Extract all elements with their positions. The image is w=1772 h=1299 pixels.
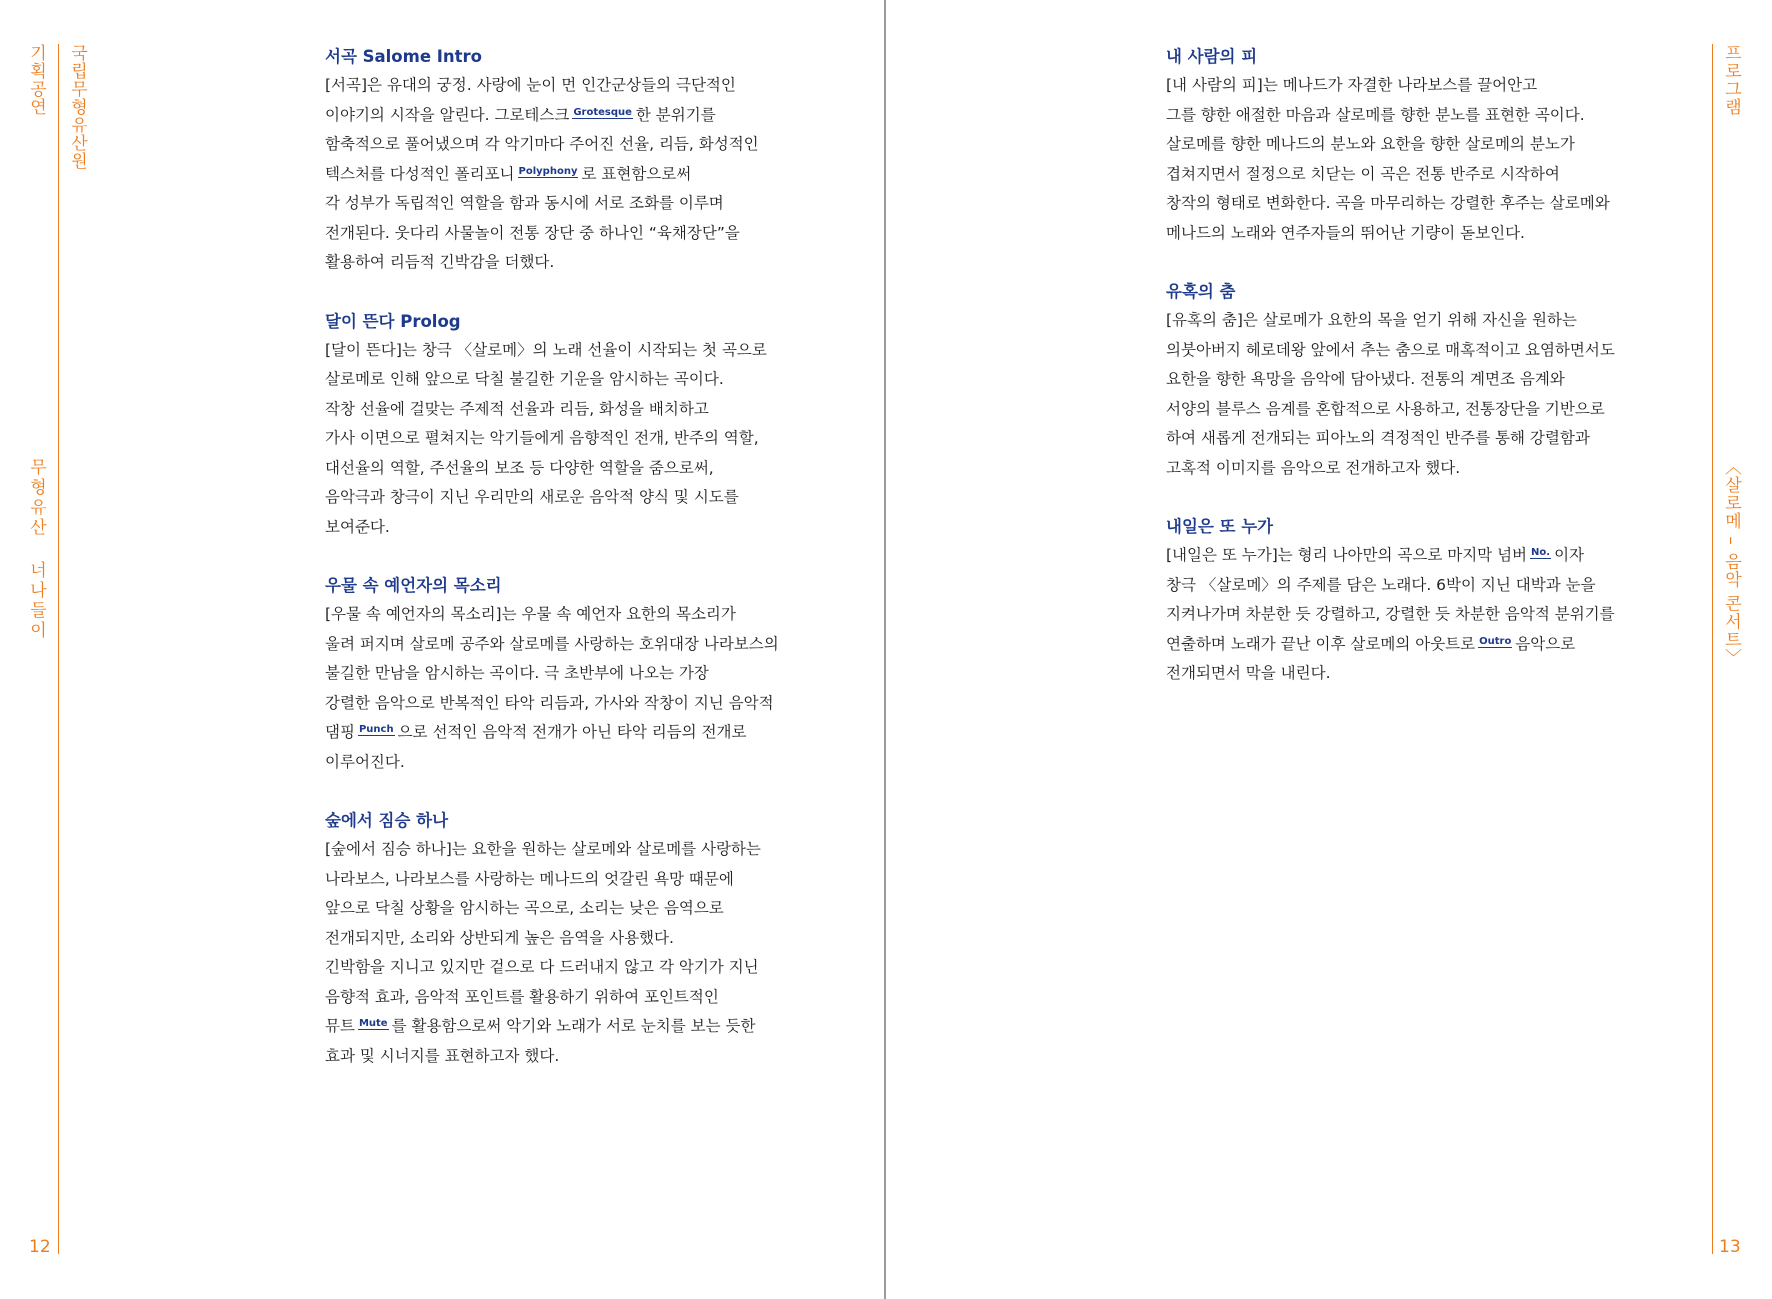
- body-text-line: [325, 983, 845, 1013]
- program-section: [325, 42, 845, 278]
- body-text-line: [325, 894, 845, 924]
- left-text-column: [325, 42, 845, 1100]
- body-text-line: [325, 248, 845, 278]
- text-run: [우물 속 예언자의 목소리]는 우물 속 예언자 요한의 목소리가: [325, 605, 736, 623]
- program-section: [325, 571, 845, 777]
- left-page: [0, 0, 885, 1299]
- text-run: 나라보스, 나라보스를 사랑하는 메나드의 엇갈린 욕망 때문에: [325, 869, 734, 888]
- text-run: 창작의 형태로 변화한다. 곡을 마무리하는 강렬한 후주는 살로메와: [1166, 194, 1610, 212]
- body-text-line: [325, 101, 845, 131]
- section-title: 내일은 또 누가: [1166, 517, 1274, 536]
- text-run: 서양의 블루스 음계를 혼합적으로 사용하고, 전통장단을 기반으로: [1166, 399, 1605, 418]
- text-run: [서곡]은 유대의 궁정. 사랑에 눈이 먼 인간군상들의 극단적인: [325, 76, 736, 94]
- page-number-left: 12: [29, 1237, 51, 1257]
- body-text-line: [325, 1042, 845, 1072]
- side-label-program: 프로그램: [1721, 44, 1741, 116]
- body-text-line: [1166, 541, 1686, 571]
- body-text-line: [1166, 600, 1686, 630]
- body-text-line: [325, 689, 845, 719]
- section-title: 유혹의 춤: [1166, 282, 1236, 301]
- text-run: 전개된다. 웃다리 사물놀이 전통 장단 중 하나인 “육채장단”을: [325, 223, 740, 242]
- body-text-line: [325, 336, 845, 366]
- body-text-line: [325, 160, 845, 190]
- text-run: 불길한 만남을 암시하는 곡이다. 극 초반부에 나오는 가장: [325, 664, 709, 682]
- text-run: 음향적 효과, 음악적 포인트를 활용하기 위하여 포인트적인: [325, 987, 719, 1006]
- text-run: 전개되면서 막을 내린다.: [1166, 664, 1331, 682]
- right-page: [886, 0, 1772, 1299]
- text-run: 창극 〈살로메〉의 주제를 담은 노래다. 6박이 지닌 대박과 눈을: [1166, 575, 1596, 594]
- text-run: 음악으로: [1515, 634, 1576, 653]
- term-annotation: Polyphony: [518, 165, 578, 177]
- program-section: [1166, 512, 1686, 689]
- text-run: 지켜나가며 차분한 듯 강렬하고, 강렬한 듯 차분한 음악적 분위기를: [1166, 605, 1615, 623]
- program-section: [325, 307, 845, 543]
- section-title: 숲에서 짐승 하나: [325, 811, 449, 830]
- text-run: 이루어진다.: [325, 752, 405, 771]
- body-text-line: [1166, 454, 1686, 484]
- body-text-line: [1166, 189, 1686, 219]
- side-label-institution: 국립무형유산원: [67, 44, 87, 170]
- body-text-line: [325, 865, 845, 895]
- body-text-line: [1166, 306, 1686, 336]
- text-run: [유혹의 춤]은 살로메가 요한의 목을 얻기 위해 자신을 원하는: [1166, 311, 1577, 329]
- term-annotation: Mute: [358, 1018, 388, 1029]
- text-run: 으로 선적인 음악적 전개가 아닌 타악 리듬의 전개로: [397, 723, 747, 741]
- body-text-line: [325, 659, 845, 689]
- text-run: 함축적으로 풀어냈으며 각 악기마다 주어진 선율, 리듬, 화성적인: [325, 135, 759, 153]
- body-text-line: [1166, 336, 1686, 366]
- section-title: 우물 속 예언자의 목소리: [325, 576, 502, 595]
- side-label-concert-title: 〈살로메 – 음악 콘서트〉: [1721, 458, 1741, 667]
- body-text-line: [325, 365, 845, 395]
- section-title: 달이 뜬다 Prolog: [325, 311, 461, 331]
- right-margin-rule: [1712, 44, 1713, 1254]
- text-run: 를 활용함으로써 악기와 노래가 서로 눈치를 보는 듯한: [391, 1017, 756, 1035]
- term-annotation: Punch: [358, 724, 394, 735]
- body-text-line: [1166, 571, 1686, 601]
- body-text-line: [325, 630, 845, 660]
- side-label-planned-performance: 기획공연: [26, 44, 46, 116]
- body-text-line: [1166, 395, 1686, 425]
- body-text-line: [1166, 365, 1686, 395]
- text-run: 앞으로 닥칠 상황을 암시하는 곡으로, 소리는 낮은 음역으로: [325, 899, 724, 917]
- text-run: 그를 향한 애절한 마음과 살로메를 향한 분노를 표현한 곡이다.: [1166, 105, 1585, 124]
- body-text-line: [325, 454, 845, 484]
- text-run: 이자: [1554, 546, 1585, 564]
- section-title: 내 사람의 피: [1166, 47, 1258, 66]
- text-run: 각 성부가 독립적인 역할을 함과 동시에 서로 조화를 이루며: [325, 194, 724, 212]
- text-run: 로 표현함으로써: [581, 164, 692, 183]
- text-run: [내일은 또 누가]는 형리 나아만의 곡으로 마지막 넘버: [1166, 546, 1528, 564]
- body-text-line: [325, 1012, 845, 1042]
- body-text-line: [1166, 101, 1686, 131]
- body-text-line: [325, 219, 845, 249]
- body-text-line: [325, 483, 845, 513]
- left-margin-rule: [58, 44, 59, 1254]
- right-text-column: [1166, 42, 1686, 718]
- text-run: 활용하여 리듬적 긴박감을 더했다.: [325, 253, 555, 271]
- program-section: [1166, 277, 1686, 483]
- text-run: 요한을 향한 욕망을 음악에 담아냈다. 전통의 계면조 음계와: [1166, 370, 1565, 388]
- term-annotation: Grotesque: [573, 106, 632, 118]
- text-run: 댐핑: [325, 723, 355, 741]
- text-run: [달이 뜬다]는 창극 〈살로메〉의 노래 선율이 시작되는 첫 곡으로: [325, 340, 767, 359]
- body-text-line: [325, 718, 845, 748]
- text-run: 메나드의 노래와 연주자들의 뛰어난 기량이 돋보인다.: [1166, 223, 1525, 242]
- text-run: 보여준다.: [325, 517, 390, 536]
- text-run: 하여 새롭게 전개되는 피아노의 격정적인 반주를 통해 강렬함과: [1166, 429, 1590, 447]
- text-run: 긴박함을 지니고 있지만 겉으로 다 드러내지 않고 각 악기가 지닌: [325, 958, 759, 976]
- body-text-line: [1166, 659, 1686, 689]
- text-run: 살로메를 향한 메나드의 분노와 요한을 향한 살로메의 분노가: [1166, 135, 1575, 153]
- body-text-line: [325, 395, 845, 425]
- body-text-line: [325, 953, 845, 983]
- text-run: 겹쳐지면서 절정으로 치닫는 이 곡은 전통 반주로 시작하여: [1166, 164, 1560, 183]
- text-run: 뮤트: [325, 1017, 355, 1035]
- text-run: 고혹적 이미지를 음악으로 전개하고자 했다.: [1166, 458, 1461, 477]
- text-run: 살로메로 인해 앞으로 닥칠 불길한 기운을 암시하는 곡이다.: [325, 370, 724, 388]
- body-text-line: [1166, 130, 1686, 160]
- body-text-line: [325, 71, 845, 101]
- body-text-line: [1166, 219, 1686, 249]
- body-text-line: [325, 835, 845, 865]
- text-run: 가사 이면으로 펼쳐지는 악기들에게 음향적인 전개, 반주의 역할,: [325, 429, 759, 447]
- text-run: 텍스처를 다성적인 폴리포니: [325, 164, 515, 183]
- body-text-line: [325, 600, 845, 630]
- body-text-line: [325, 748, 845, 778]
- body-text-line: [1166, 424, 1686, 454]
- text-run: 대선율의 역할, 주선율의 보조 등 다양한 역할을 줌으로써,: [325, 458, 714, 477]
- text-run: 전개되지만, 소리와 상반되게 높은 음역을 사용했다.: [325, 928, 674, 947]
- term-annotation: No.: [1531, 547, 1551, 558]
- body-text-line: [1166, 630, 1686, 660]
- text-run: 한 분위기를: [635, 105, 716, 124]
- term-annotation: Outro: [1479, 635, 1512, 647]
- body-text-line: [325, 130, 845, 160]
- program-section: [1166, 42, 1686, 248]
- body-text-line: [325, 513, 845, 543]
- text-run: 연출하며 노래가 끝난 이후 살로메의 아웃트로: [1166, 634, 1476, 653]
- side-label-series: 무형유산 너나들이: [26, 458, 46, 641]
- section-title: 서곡 Salome Intro: [325, 47, 483, 66]
- body-text-line: [1166, 160, 1686, 190]
- text-run: 울려 퍼지며 살로메 공주와 살로메를 사랑하는 호위대장 나라보스의: [325, 634, 779, 653]
- text-run: 의붓아버지 헤로데왕 앞에서 추는 춤으로 매혹적이고 요염하면서도: [1166, 340, 1615, 359]
- text-run: 효과 및 시너지를 표현하고자 했다.: [325, 1046, 560, 1065]
- page-number-right: 13: [1719, 1237, 1741, 1257]
- body-text-line: [325, 189, 845, 219]
- body-text-line: [325, 424, 845, 454]
- text-run: 이야기의 시작을 알린다. 그로테스크: [325, 105, 570, 124]
- text-run: 음악극과 창극이 지닌 우리만의 새로운 음악적 양식 및 시도를: [325, 488, 739, 506]
- body-text-line: [325, 924, 845, 954]
- program-section: [325, 806, 845, 1071]
- text-run: 작창 선율에 걸맞는 주제적 선율과 리듬, 화성을 배치하고: [325, 399, 709, 418]
- text-run: [숲에서 짐승 하나]는 요한을 원하는 살로메와 살로메를 사랑하는: [325, 840, 761, 858]
- body-text-line: [1166, 71, 1686, 101]
- text-run: [내 사람의 피]는 메나드가 자결한 나라보스를 끌어안고: [1166, 76, 1538, 94]
- text-run: 강렬한 음악으로 반복적인 타악 리듬과, 가사와 작창이 지닌 음악적: [325, 693, 774, 712]
